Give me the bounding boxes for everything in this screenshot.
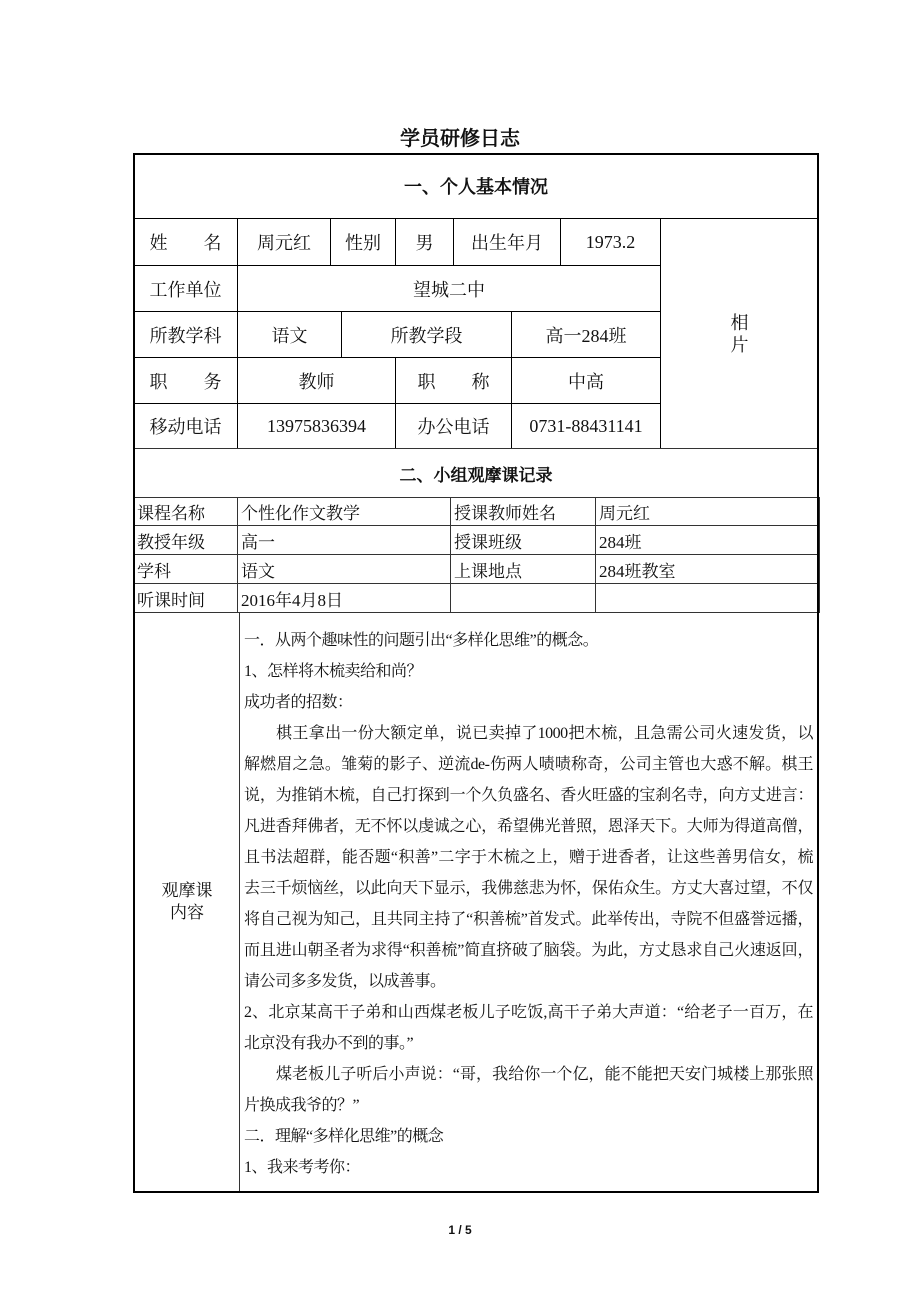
- content-line: 1、怎样将木梳卖给和尚？: [244, 663, 423, 680]
- record-label: 听课时间: [133, 583, 238, 613]
- photo-label-1: 相: [730, 312, 749, 333]
- record-value: 2016年4月8日: [237, 583, 451, 613]
- content-line: 去三千烦恼丝，以此向天下显示，我佛慈悲为怀，保佑众生。方丈大喜过望，不仅: [244, 880, 813, 897]
- record-label: 学科: [133, 554, 238, 584]
- content-line: 请公司多多发货，以成善事。: [244, 973, 446, 990]
- content-line: 且书法超群，能否题“积善”二字于木梳之上，赠于进香者，让这些善男信女，梳: [244, 849, 813, 866]
- content-line: 凡进香拜佛者，无不怀以虔诚之心，希望佛光普照，恩泽天下。大师为得道高僧，: [244, 818, 813, 835]
- subject-label: 所教学科: [133, 311, 238, 358]
- office-value: 0731-88431141: [511, 403, 661, 449]
- content-label-2: 内容: [170, 903, 204, 922]
- content-line: 1、我来考考你：: [244, 1159, 361, 1176]
- content-line: 2、北京某高干子弟和山西煤老板儿子吃饭,高干子弟大声道：“给老子一百万，在: [244, 1004, 813, 1021]
- photo-label-2: 片: [730, 334, 749, 355]
- gender-value: 男: [395, 218, 454, 266]
- mobile-label: 移动电话: [133, 403, 238, 449]
- subject-value: 语文: [237, 311, 342, 358]
- content-line: 煤老板儿子听后小声说：“哥，我给你一个亿，能不能把天安门城楼上那张照: [276, 1066, 813, 1083]
- content-line: 而且进山朝圣者为求得“积善梳”简直挤破了脑袋。为此，方丈恳求自己火速返回，: [244, 942, 813, 959]
- content-line: 片换成我爷的？”: [244, 1097, 360, 1114]
- content-line: 成功者的招数：: [244, 694, 353, 711]
- section1-heading: 一、个人基本情况: [133, 153, 819, 219]
- content-line: 解燃眉之急。雏菊的影子、逆流de-伤两人啧啧称奇，公司主管也大惑不解。棋王: [244, 756, 813, 773]
- record-value: 高一: [237, 525, 451, 555]
- stage-label: 所教学段: [341, 311, 512, 358]
- page-title: 学员研修日志: [400, 128, 520, 150]
- record-label: 上课地点: [450, 554, 596, 584]
- content-line: 一．从两个趣味性的问题引出“多样化思维”的概念。: [244, 632, 599, 649]
- content-label-1: 观摩课: [161, 881, 213, 900]
- content-line: 说，为推销木梳，自己打探到一个久负盛名、香火旺盛的宝刹名寺，向方丈进言：: [244, 787, 813, 804]
- work-label: 工作单位: [133, 265, 238, 312]
- stage-value: 高一284班: [511, 311, 661, 358]
- page-number: 1 / 5: [448, 1223, 472, 1237]
- record-label: 授课教师姓名: [450, 497, 596, 526]
- section2-heading: 二、小组观摩课记录: [133, 448, 819, 498]
- record-value: 周元红: [595, 497, 820, 526]
- content-line: 北京没有我办不到的事。”: [244, 1035, 414, 1052]
- rank-label: 职 称: [395, 357, 512, 404]
- record-value: 语文: [237, 554, 451, 584]
- office-label: 办公电话: [395, 403, 512, 449]
- record-label: 教授年级: [133, 525, 238, 555]
- record-value: 284班: [595, 525, 820, 555]
- content-line: 将自己视为知己，且共同主持了“积善梳”首发式。此举传出，寺院不但盛誉远播，: [244, 911, 813, 928]
- gender-label: 性别: [330, 218, 396, 266]
- record-value: 个性化作文教学: [237, 497, 451, 526]
- duty-label: 职 务: [133, 357, 238, 404]
- content-line: 棋王拿出一份大额定单，说已卖掉了1000把木梳，且急需公司火速发货，以: [276, 725, 813, 742]
- duty-value: 教师: [237, 357, 396, 404]
- birth-value: 1973.2: [560, 218, 661, 266]
- birth-label: 出生年月: [453, 218, 561, 266]
- record-label: 课程名称: [133, 497, 238, 526]
- record-value: 284班教室: [595, 554, 820, 584]
- record-label: 授课班级: [450, 525, 596, 555]
- work-value: 望城二中: [237, 265, 661, 312]
- content-line: 二．理解“多样化思维”的概念: [244, 1128, 444, 1145]
- name-value: 周元红: [237, 218, 331, 266]
- mobile-value: 13975836394: [237, 403, 396, 449]
- name-label: 姓 名: [133, 218, 238, 266]
- rank-value: 中高: [511, 357, 661, 404]
